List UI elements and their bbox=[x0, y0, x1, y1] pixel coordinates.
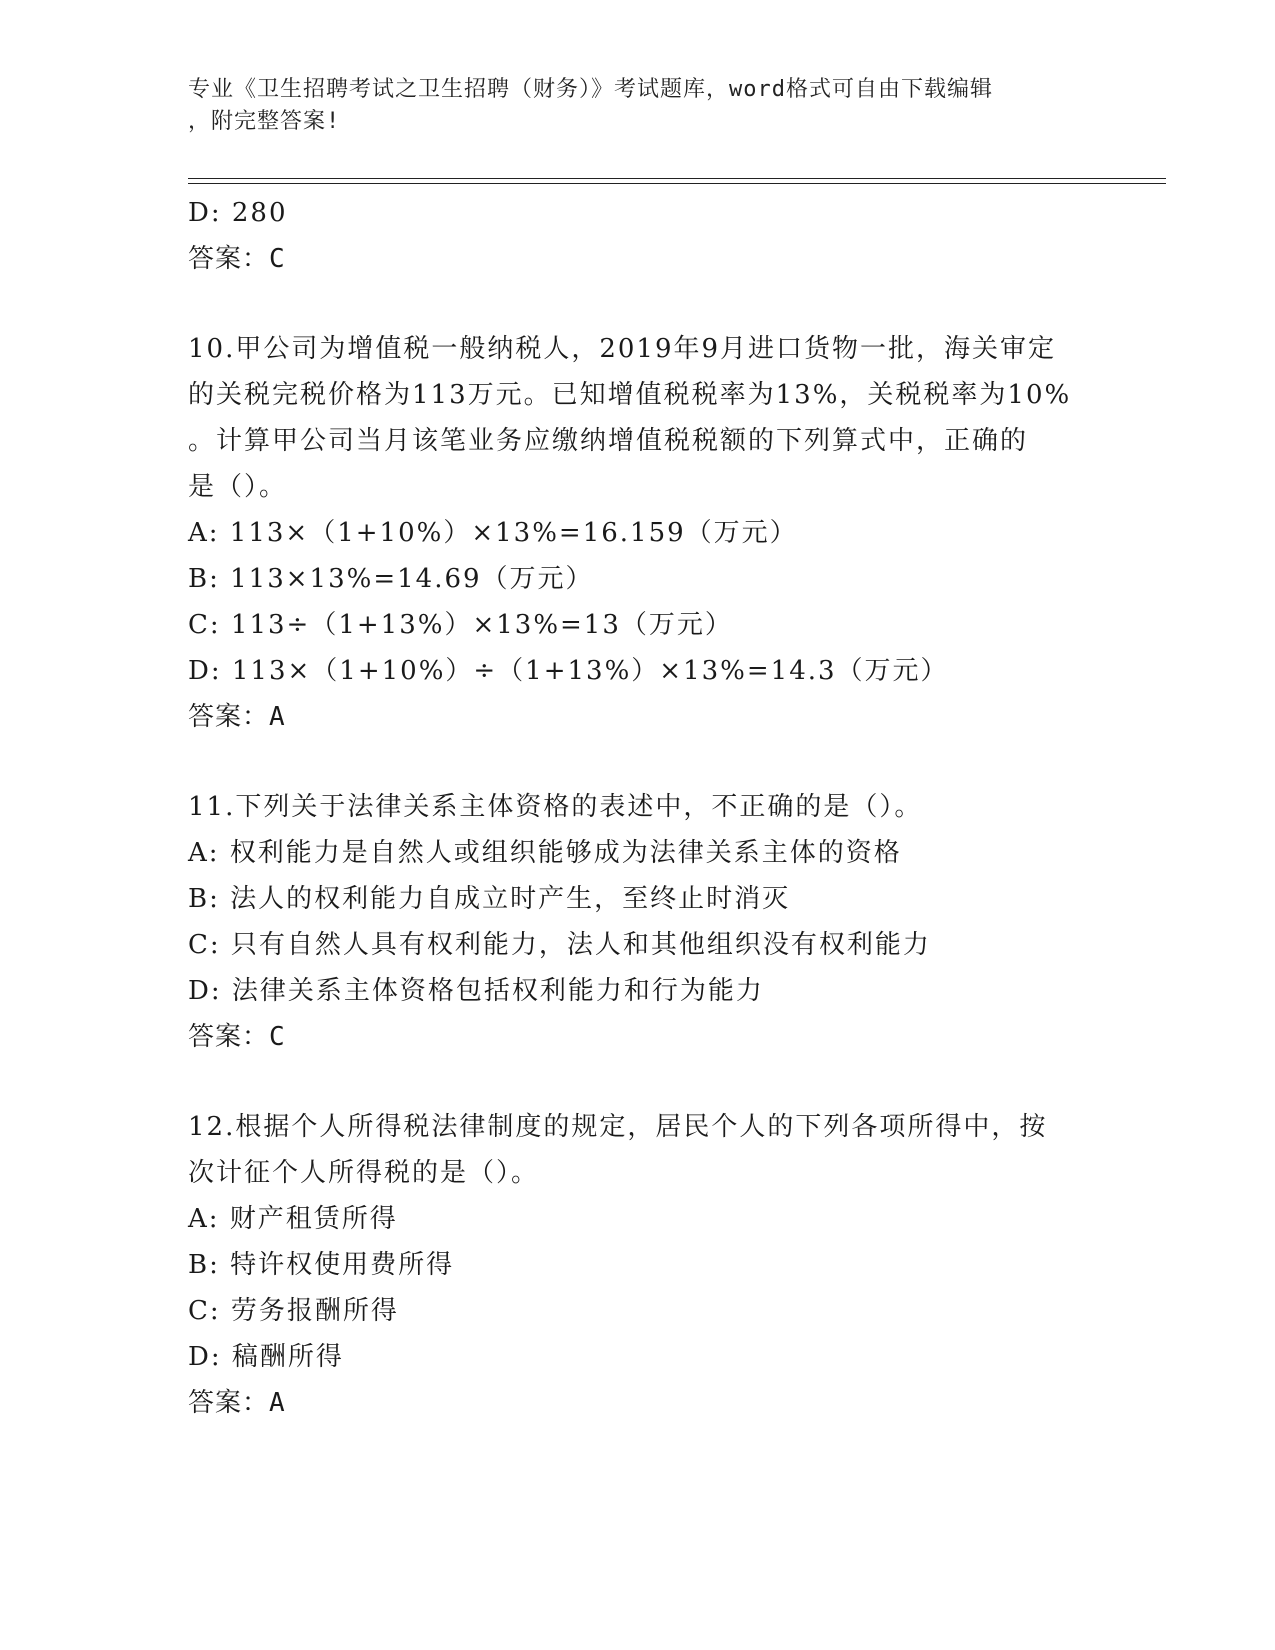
question-10 bbox=[188, 326, 1088, 740]
header-divider-bottom bbox=[188, 183, 1166, 184]
question-text-line: 的关税完税价格为113万元。已知增值税税率为13%，关税税率为10% bbox=[188, 380, 1072, 410]
question-12 bbox=[188, 1104, 1088, 1426]
question-text-line: 10.甲公司为增值税一般纳税人，2019年9月进口货物一批，海关审定 bbox=[188, 334, 1057, 364]
question-list bbox=[188, 190, 1088, 1426]
option-d: D: 113×（1+10%）÷（1+13%）×13%=14.3（万元） bbox=[188, 656, 949, 686]
question-text-line: 。计算甲公司当月该笔业务应缴纳增值税税额的下列算式中，正确的 bbox=[188, 426, 1029, 456]
answer: 答案：C bbox=[188, 1022, 286, 1052]
option-c: C: 113÷（1+13%）×13%=13（万元） bbox=[188, 610, 733, 640]
option-a: A: 113×（1+10%）×13%=16.159（万元） bbox=[188, 518, 798, 548]
question-text-line: 11.下列关于法律关系主体资格的表述中，不正确的是（）。 bbox=[188, 792, 923, 822]
document-header bbox=[188, 74, 1088, 138]
question-11 bbox=[188, 784, 1088, 1060]
option-d: D: 稿酬所得 bbox=[188, 1342, 344, 1372]
option-c: C: 劳务报酬所得 bbox=[188, 1296, 399, 1326]
option-b: B: 特许权使用费所得 bbox=[188, 1250, 455, 1280]
header-line-2: ，附完整答案! bbox=[188, 109, 341, 134]
option-c: C: 只有自然人具有权利能力，法人和其他组织没有权利能力 bbox=[188, 930, 931, 960]
option-b: B: 113×13%=14.69（万元） bbox=[188, 564, 594, 594]
header-divider-top bbox=[188, 178, 1166, 179]
answer: 答案：A bbox=[188, 702, 286, 732]
option-a: A: 财产租赁所得 bbox=[188, 1204, 398, 1234]
option-a: A: 权利能力是自然人或组织能够成为法律关系主体的资格 bbox=[188, 838, 902, 868]
prev-option-d: D: 280 bbox=[188, 198, 288, 228]
question-text-line: 是（）。 bbox=[188, 472, 288, 502]
header-line-1: 专业《卫生招聘考试之卫生招聘（财务）》考试题库，word格式可自由下载编辑 bbox=[188, 77, 993, 102]
question-text-line: 次计征个人所得税的是（）。 bbox=[188, 1158, 540, 1188]
answer: 答案：A bbox=[188, 1388, 286, 1418]
prev-answer: 答案：C bbox=[188, 244, 286, 274]
option-b: B: 法人的权利能力自成立时产生，至终止时消灭 bbox=[188, 884, 791, 914]
option-d: D: 法律关系主体资格包括权利能力和行为能力 bbox=[188, 976, 764, 1006]
question-text-line: 12.根据个人所得税法律制度的规定，居民个人的下列各项所得中，按 bbox=[188, 1112, 1048, 1142]
